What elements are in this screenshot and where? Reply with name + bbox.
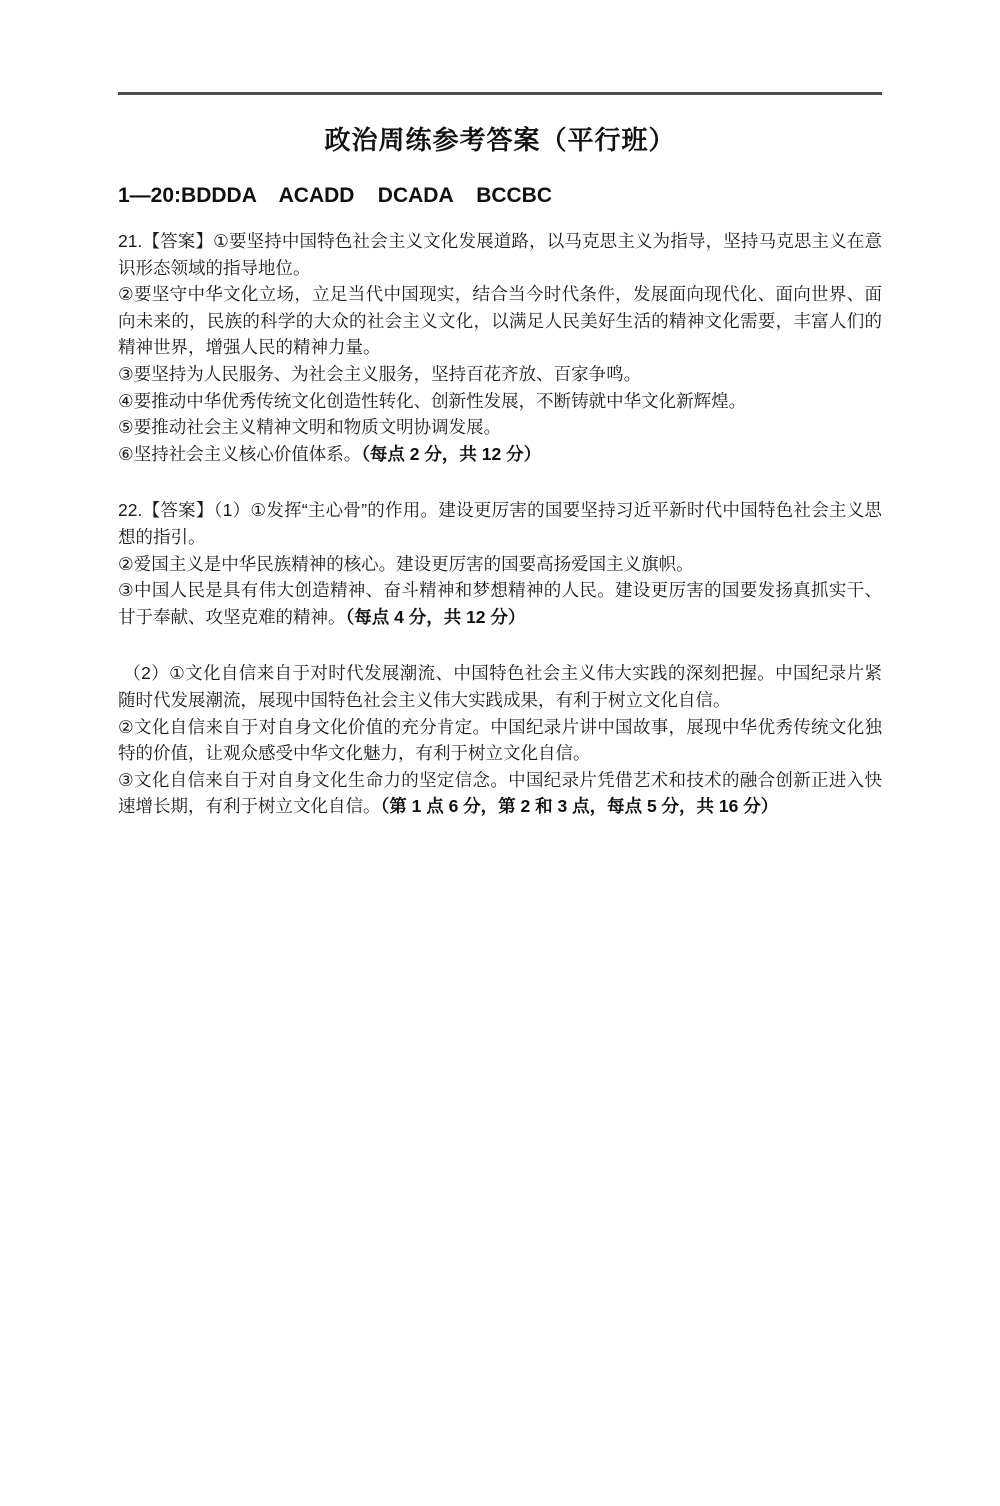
answer-text: ③文化自信来自于对自身文化生命力的坚定信念。中国纪录片凭借艺术和技术的融合创新正进入快速增长期，有利于树立文化自信。 [118,769,882,817]
answer-paragraph [118,388,882,415]
answer-text: ④要推动中华优秀传统文化创造性转化、创新性发展，不断铸就中华文化新辉煌。 [118,390,747,411]
question-22-part1-answer-section [118,497,882,630]
score-note: （第 1 点 6 分，第 2 和 3 点，每点 5 分，共 16 分） [380,796,779,817]
document-page [0,92,1000,1506]
answer-text: ③要坚持为人民服务、为社会主义服务，坚持百花齐放、百家争鸣。 [118,363,642,384]
answer-paragraph [118,577,882,630]
page-title: 政治周练参考答案（平行班） [324,125,676,155]
answer-text: （2）①文化自信来自于对时代发展潮流、中国特色社会主义伟大实践的深刻把握。中国纪录片紧随时代发展潮流，展现中国特色社会主义伟大实践成果，有利于树立文化自信。 [118,663,882,710]
answer-text: ⑥坚持社会主义核心价值体系。 [118,443,362,464]
answer-text: ②爱国主义是中华民族精神的核心。建设更厉害的国要高扬爱国主义旗帜。 [118,553,694,574]
answer-paragraph [118,497,882,550]
answer-text: ⑤要推动社会主义精神文明和物质文明协调发展。 [118,417,502,438]
answer-text: 22.【答案】（1）①发挥“主心骨”的作用。建设更厉害的国要坚持习近平新时代中国特色社会主义思想的指引。 [118,500,882,547]
answer-paragraph [118,660,882,713]
answer-paragraph [118,414,882,441]
multiple-choice-answers-line: 1—20:BDDDA ACADD DCADA BCCBC [118,184,553,207]
question-21-answer-section [118,228,882,467]
answer-paragraph [118,551,882,578]
answer-paragraph [118,767,882,820]
answer-text: ②文化自信来自于对自身文化价值的充分肯定。中国纪录片讲中国故事，展现中华优秀传统文化独特的价值，让观众感受中华文化魅力，有利于树立文化自信。 [118,716,882,764]
answer-paragraph [118,228,882,281]
answer-paragraph [118,281,882,361]
question-22-part2-answer-section [118,660,882,820]
answer-paragraph [118,441,882,468]
answer-text: 21.【答案】①要坚持中国特色社会主义文化发展道路，以马克思主义为指导，坚持马克思主义在意识形态领域的指导地位。 [118,231,882,278]
score-note: （每点 4 分，共 12 分） [345,606,526,627]
answer-paragraph [118,714,882,767]
score-note: （每点 2 分，共 12 分） [361,443,542,464]
answer-text: ②要坚守中华文化立场，立足当代中国现实，结合当今时代条件，发展面向现代化、面向世界、面向未来的，民族的科学的大众的社会主义文化，以满足人民美好生活的精神文化需要，丰富人们的精神世界，增强人民的精神力量。 [118,284,882,358]
header-divider-rule [118,92,882,95]
answer-paragraph [118,361,882,388]
answer-text: ③中国人民是具有伟大创造精神、奋斗精神和梦想精神的人民。建设更厉害的国要发扬真抓实干、甘于奉献、攻坚克难的精神。 [118,580,882,627]
